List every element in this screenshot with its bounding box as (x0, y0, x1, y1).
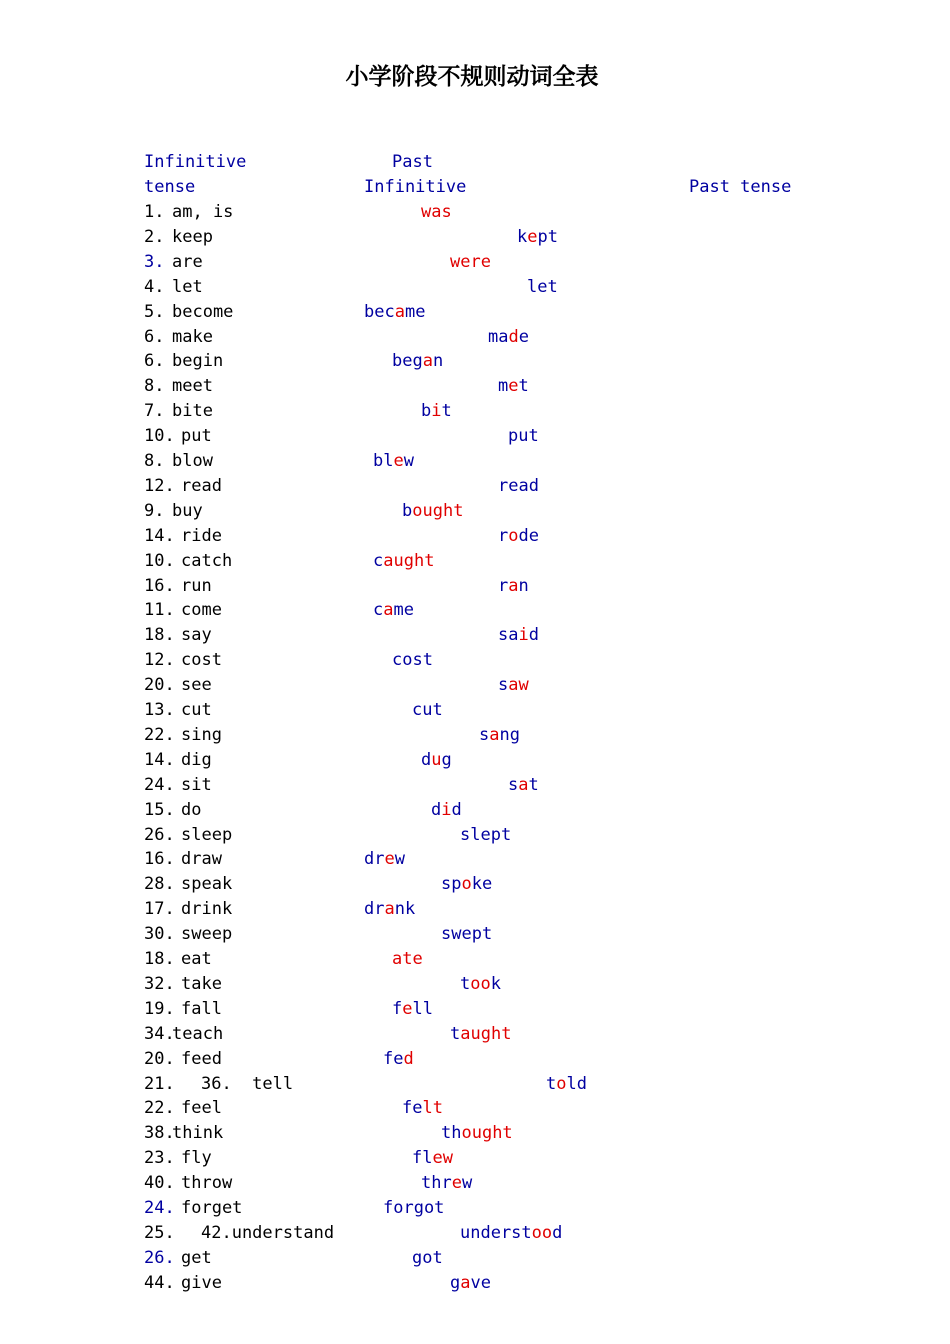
past-tense-word (383, 1196, 444, 1220)
table-row (0, 1221, 950, 1245)
past-tense-segment: a (460, 1272, 471, 1293)
infinitive-word: speak (181, 874, 233, 895)
past-tense-segment: e (402, 998, 413, 1019)
past-tense-segment: fe (402, 1098, 423, 1119)
row-number: 40. (144, 1173, 175, 1194)
infinitive-word: draw (181, 849, 222, 870)
past-tense-word (498, 673, 529, 697)
past-tense-word (392, 997, 433, 1021)
table-row (0, 723, 950, 747)
past-tense-word (364, 897, 415, 921)
infinitive-word: am, is (172, 202, 234, 222)
past-tense-segment: dr (364, 899, 385, 920)
past-tense-word (421, 399, 452, 423)
row-number: 2. (144, 226, 165, 247)
past-tense-segment: e (393, 451, 404, 471)
past-tense-word (460, 1221, 562, 1245)
past-tense-segment: d (552, 1222, 563, 1243)
past-tense-word (498, 474, 539, 498)
past-tense-word (460, 823, 511, 847)
table-row (0, 1246, 950, 1270)
infinitive-word: eat (181, 949, 212, 969)
past-tense-segment: a (384, 899, 395, 920)
past-tense-word (460, 972, 501, 996)
past-tense-segment: n (518, 575, 529, 596)
infinitive-word: meet (172, 376, 213, 397)
row-number: 9. (144, 500, 165, 521)
header-row-1 (0, 150, 950, 174)
past-tense-segment: ve (470, 1272, 491, 1293)
infinitive-word: fly (181, 1148, 212, 1169)
row-number: 18. (144, 949, 175, 969)
past-tense-word (373, 449, 414, 473)
past-tense-word (402, 499, 463, 523)
table-row (0, 673, 950, 697)
infinitive-word: 42.understand (201, 1222, 335, 1243)
infinitive-word: begin (172, 351, 224, 372)
past-tense-word (546, 1072, 587, 1096)
past-tense-word (498, 574, 529, 598)
past-tense-word (498, 374, 529, 398)
table-row (0, 1047, 950, 1071)
past-tense-segment: t (518, 376, 529, 397)
past-tense-segment: ng (499, 724, 520, 745)
past-tense-word (402, 1096, 443, 1120)
past-tense-segment: a (489, 724, 500, 745)
row-number: 19. (144, 998, 175, 1019)
past-tense-segment: e (508, 376, 519, 397)
past-tense-segment: read (498, 475, 539, 496)
table-row (0, 947, 950, 971)
row-number: 11. (144, 600, 175, 621)
past-tense-segment: k (490, 973, 501, 994)
row-number: 13. (144, 700, 175, 720)
past-tense-segment: t (441, 401, 452, 422)
past-tense-word (517, 225, 558, 249)
past-tense-segment: d (528, 625, 539, 646)
table-row (0, 275, 950, 299)
table-row (0, 1146, 950, 1170)
past-tense-segment: aw (508, 675, 529, 696)
row-number: 6. (144, 326, 165, 347)
table-row (0, 897, 950, 921)
past-tense-segment: swept (441, 924, 493, 945)
header-infinitive-2: Infinitive (364, 177, 467, 197)
past-tense-segment: e (451, 1173, 462, 1194)
past-tense-segment: oo (531, 1222, 553, 1243)
table-row (0, 648, 950, 672)
row-number: 3. (144, 251, 165, 272)
infinitive-word: keep (172, 226, 213, 247)
past-tense-word (431, 798, 462, 822)
past-tense-segment: t (460, 973, 471, 994)
past-tense-segment: c (373, 600, 384, 621)
past-tense-segment: m (498, 376, 509, 397)
table-row (0, 773, 950, 797)
row-number: 22. (144, 724, 175, 745)
infinitive-word: feed (181, 1048, 222, 1069)
past-tense-word (364, 300, 425, 324)
past-tense-segment: f (392, 998, 403, 1019)
past-tense-word (373, 549, 434, 573)
past-tense-segment: i (441, 799, 452, 820)
past-tense-segment: thr (421, 1173, 452, 1194)
past-tense-segment: beg (392, 351, 423, 372)
infinitive-word: become (172, 301, 234, 322)
table-row (0, 997, 950, 1021)
table-row (0, 250, 950, 274)
infinitive-word: do (181, 799, 202, 820)
row-number: 14. (144, 749, 175, 770)
row-number: 24. (144, 1198, 175, 1218)
past-tense-segment: cut (412, 700, 443, 720)
past-tense-word (527, 275, 558, 299)
past-tense-segment: a (508, 575, 519, 596)
past-tense-segment: r (498, 525, 509, 546)
table-row (0, 574, 950, 598)
infinitive-word: throw (181, 1173, 233, 1194)
table-row (0, 698, 950, 722)
past-tense-word (450, 250, 491, 274)
past-tense-word (498, 524, 539, 548)
infinitive-word: fall (181, 998, 222, 1019)
row-number: 14. (144, 525, 175, 546)
past-tense-segment: slept (460, 824, 512, 845)
past-tense-segment: g (441, 749, 452, 770)
past-tense-segment: ke (471, 874, 493, 895)
table-row (0, 424, 950, 448)
past-tense-segment: o (508, 525, 519, 546)
table-row (0, 1171, 950, 1195)
past-tense-segment: de (518, 525, 539, 546)
past-tense-segment: r (498, 575, 509, 596)
infinitive-word: get (181, 1247, 212, 1268)
row-number: 12. (144, 650, 175, 671)
past-tense-segment: me (404, 301, 426, 322)
infinitive-word: blow (172, 451, 213, 471)
infinitive-word: buy (172, 500, 203, 521)
past-tense-word (421, 200, 452, 224)
past-tense-word (364, 847, 405, 871)
infinitive-word: cost (181, 650, 222, 671)
row-number: 12. (144, 475, 175, 496)
past-tense-segment: fe (383, 1048, 404, 1069)
infinitive-word: bite (172, 401, 213, 422)
past-tense-word (441, 872, 492, 896)
past-tense-segment: put (508, 426, 539, 447)
past-tense-segment: e (384, 849, 395, 870)
past-tense-segment: ew (432, 1148, 453, 1169)
table-row (0, 225, 950, 249)
past-tense-segment: ll (412, 998, 433, 1019)
table-row (0, 798, 950, 822)
row-number: 30. (144, 924, 175, 945)
past-tense-segment: d (508, 326, 519, 347)
past-tense-segment: a (383, 600, 394, 621)
past-tense-word (508, 424, 539, 448)
table-row (0, 449, 950, 473)
header-past: Past (392, 152, 433, 172)
table-row (0, 623, 950, 647)
past-tense-segment: o (461, 874, 472, 895)
past-tense-segment: t (546, 1073, 557, 1094)
past-tense-segment: i (431, 401, 442, 422)
infinitive-word: ride (181, 525, 222, 546)
table-row (0, 349, 950, 373)
past-tense-word (479, 723, 520, 747)
table-row (0, 1121, 950, 1145)
past-tense-segment: b (402, 500, 413, 521)
row-number: 32. (144, 973, 175, 994)
row-number: 8. (144, 376, 165, 397)
table-row (0, 474, 950, 498)
past-tense-segment: dr (364, 849, 385, 870)
row-number: 25. (144, 1222, 175, 1243)
past-tense-segment: s (498, 675, 509, 696)
table-row (0, 847, 950, 871)
past-tense-segment: c (373, 550, 384, 571)
infinitive-word: give (181, 1272, 222, 1293)
row-number: 23. (144, 1148, 175, 1169)
past-tense-segment: i (518, 625, 529, 646)
infinitive-word: say (181, 625, 212, 646)
past-tense-segment: a (422, 351, 433, 372)
infinitive-word: feel (181, 1098, 222, 1119)
table-row (0, 922, 950, 946)
infinitive-word: 36. tell (201, 1073, 294, 1094)
past-tense-word (421, 748, 452, 772)
page-title: 小学阶段不规则动词全表 (345, 64, 599, 90)
row-number: 4. (144, 276, 165, 297)
past-tense-word (373, 598, 414, 622)
row-number: 7. (144, 401, 165, 422)
past-tense-segment: o (556, 1073, 567, 1094)
past-tense-segment: ma (488, 326, 509, 347)
infinitive-word: think (172, 1123, 224, 1144)
table-row (0, 524, 950, 548)
past-tense-word (488, 325, 529, 349)
row-number: 28. (144, 874, 175, 895)
past-tense-segment: s (479, 724, 490, 745)
row-number: 16. (144, 849, 175, 870)
past-tense-segment: b (421, 401, 432, 422)
infinitive-word: read (181, 475, 222, 496)
table-row (0, 499, 950, 523)
row-number: 16. (144, 575, 175, 596)
table-row (0, 748, 950, 772)
row-number: 6. (144, 351, 165, 372)
table-row (0, 1072, 950, 1096)
past-tense-word (392, 947, 423, 971)
row-number: 34. (144, 1023, 175, 1044)
past-tense-word (441, 922, 492, 946)
infinitive-word: see (181, 675, 212, 696)
row-number: 8. (144, 451, 165, 471)
past-tense-segment: got (412, 1247, 443, 1268)
past-tense-segment: underst (460, 1222, 532, 1243)
past-tense-segment: d (451, 799, 462, 820)
past-tense-segment: pt (537, 226, 558, 247)
table-row (0, 598, 950, 622)
table-row (0, 972, 950, 996)
past-tense-segment: u (431, 749, 442, 770)
header-row-2 (0, 175, 950, 199)
past-tense-segment: bl (373, 451, 394, 471)
infinitive-word: make (172, 326, 213, 347)
row-number: 38. (144, 1123, 175, 1144)
table-row (0, 300, 950, 324)
past-tense-segment: fl (412, 1148, 433, 1169)
row-number: 22. (144, 1098, 175, 1119)
past-tense-word (508, 773, 539, 797)
past-tense-segment: w (403, 451, 414, 471)
infinitive-word: sleep (181, 824, 233, 845)
infinitive-word: forget (181, 1198, 243, 1218)
infinitive-word: dig (181, 749, 212, 770)
row-number: 10. (144, 426, 175, 447)
table-row (0, 823, 950, 847)
row-number: 24. (144, 774, 175, 795)
past-tense-segment: d (403, 1048, 414, 1069)
past-tense-segment: k (517, 226, 528, 247)
past-tense-segment: w (394, 849, 405, 870)
table-row (0, 200, 950, 224)
past-tense-segment: e (518, 326, 529, 347)
past-tense-segment: bec (364, 301, 395, 322)
row-number: 1. (144, 202, 165, 222)
past-tense-segment: a (394, 301, 405, 322)
past-tense-word (412, 1146, 453, 1170)
past-tense-segment: sa (498, 625, 519, 646)
infinitive-word: teach (172, 1023, 224, 1044)
past-tense-segment: oo (470, 973, 491, 994)
header-past-tense: Past tense (689, 177, 792, 197)
infinitive-word: sweep (181, 924, 233, 945)
row-number: 15. (144, 799, 175, 820)
past-tense-segment: t (528, 774, 539, 795)
past-tense-segment: ought (461, 1123, 513, 1144)
past-tense-segment: let (527, 276, 558, 297)
past-tense-word (392, 349, 443, 373)
row-number: 10. (144, 550, 175, 571)
past-tense-word (450, 1271, 491, 1295)
infinitive-word: let (172, 276, 203, 297)
past-tense-segment: aught (383, 550, 435, 571)
header-tense: tense (144, 177, 196, 197)
past-tense-segment: w (461, 1173, 473, 1194)
row-number: 44. (144, 1272, 175, 1293)
table-row (0, 1096, 950, 1120)
infinitive-word: are (172, 251, 203, 272)
past-tense-segment: e (527, 226, 538, 247)
infinitive-word: catch (181, 550, 233, 571)
row-number: 26. (144, 1247, 175, 1268)
table-row (0, 1196, 950, 1220)
past-tense-segment: g (450, 1272, 461, 1293)
infinitive-word: run (181, 575, 212, 596)
past-tense-segment: ought (412, 500, 464, 521)
past-tense-word (450, 1022, 511, 1046)
row-number: 17. (144, 899, 175, 920)
infinitive-word: take (181, 973, 222, 994)
past-tense-segment: lt (422, 1098, 443, 1119)
row-number: 20. (144, 675, 175, 696)
infinitive-word: sing (181, 724, 222, 745)
past-tense-segment: cost (392, 650, 433, 671)
past-tense-segment: sp (441, 874, 462, 895)
past-tense-segment: n (432, 351, 444, 372)
infinitive-word: sit (181, 774, 212, 795)
past-tense-segment: d (431, 799, 442, 820)
table-row (0, 1022, 950, 1046)
past-tense-word (412, 698, 443, 722)
infinitive-word: come (181, 600, 222, 621)
table-row (0, 549, 950, 573)
row-number: 21. (144, 1073, 175, 1094)
past-tense-segment: d (421, 749, 432, 770)
row-number: 18. (144, 625, 175, 646)
past-tense-segment: th (441, 1123, 462, 1144)
infinitive-word: cut (181, 700, 212, 720)
past-tense-word (383, 1047, 414, 1071)
past-tense-segment: me (393, 600, 414, 621)
table-row (0, 399, 950, 423)
row-number: 26. (144, 824, 175, 845)
past-tense-segment: forgot (383, 1198, 445, 1218)
table-row (0, 325, 950, 349)
past-tense-word (498, 623, 539, 647)
past-tense-segment: nk (394, 899, 416, 920)
past-tense-segment: ld (566, 1073, 587, 1094)
row-number: 20. (144, 1048, 175, 1069)
past-tense-segment: a (518, 774, 529, 795)
past-tense-segment: ate (392, 949, 423, 969)
row-number: 5. (144, 301, 165, 322)
past-tense-word (412, 1246, 443, 1270)
past-tense-segment: were (450, 251, 491, 272)
header-infinitive: Infinitive (144, 152, 247, 172)
past-tense-segment: t (450, 1023, 461, 1044)
past-tense-word (392, 648, 433, 672)
infinitive-word: drink (181, 899, 233, 920)
table-row (0, 1271, 950, 1295)
table-row (0, 374, 950, 398)
past-tense-word (441, 1121, 513, 1145)
past-tense-segment: aught (460, 1023, 512, 1044)
past-tense-word (421, 1171, 472, 1195)
past-tense-segment: s (508, 774, 519, 795)
past-tense-segment: was (421, 202, 452, 222)
table-row (0, 872, 950, 896)
infinitive-word: put (181, 426, 212, 447)
